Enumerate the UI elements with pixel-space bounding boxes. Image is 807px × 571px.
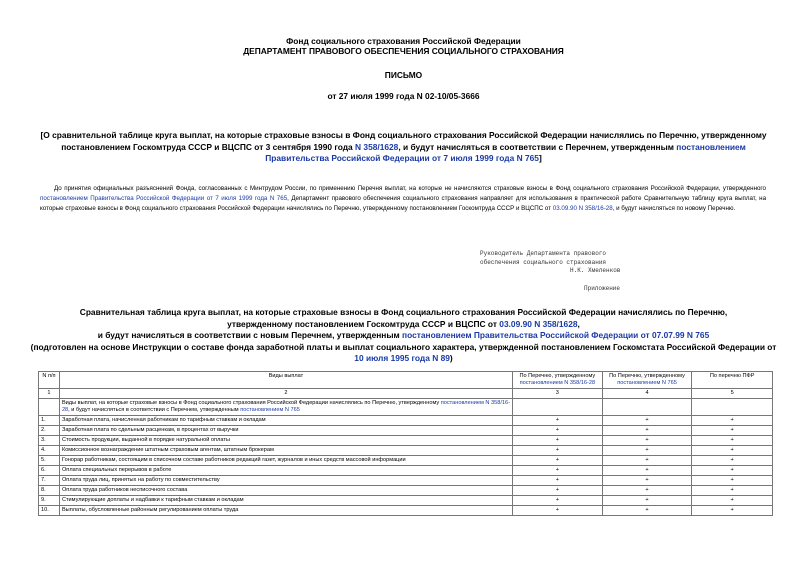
intro-c5 bbox=[692, 399, 773, 416]
signature-name: Н.К. Хмеленков bbox=[570, 267, 621, 275]
signature-line-2: обеспечения социального страхования bbox=[480, 258, 607, 266]
table-row bbox=[39, 506, 773, 516]
table-row bbox=[39, 466, 773, 476]
table-title-text-4b: ) bbox=[449, 353, 453, 364]
row-list-765: + bbox=[602, 506, 692, 516]
appendix-label: Приложение bbox=[584, 285, 621, 292]
department-name: ДЕПАРТАМЕНТ ПРАВОВОГО ОБЕСПЕЧЕНИЯ СОЦИАЛЬНОГО СТРАХОВАНИЯ bbox=[243, 46, 564, 56]
row-pfr: + bbox=[692, 426, 773, 436]
row-list-765: + bbox=[602, 466, 692, 476]
row-list-358: + bbox=[512, 416, 602, 426]
row-list-765: + bbox=[602, 456, 692, 466]
document-type: ПИСЬМО bbox=[384, 70, 423, 80]
row-pfr: + bbox=[692, 436, 773, 446]
row-num: 2. bbox=[39, 426, 60, 436]
row-list-765: + bbox=[602, 416, 692, 426]
row-pfr: + bbox=[692, 466, 773, 476]
row-num: 5. bbox=[39, 456, 60, 466]
table-title-text-2a: утвержденному постановлением Госкомтруда СССР и ВЦСПС от bbox=[227, 318, 500, 329]
table-row bbox=[39, 426, 773, 436]
intro-link-765[interactable]: постановлением N 765 bbox=[240, 407, 300, 413]
colnum-2: 2 bbox=[59, 389, 512, 399]
header-list-358 bbox=[512, 372, 602, 389]
header-pfr: По перечню ПФР bbox=[692, 372, 773, 389]
row-list-765: + bbox=[602, 486, 692, 496]
intro-c4 bbox=[602, 399, 692, 416]
row-pfr: + bbox=[692, 476, 773, 486]
row-pfr: + bbox=[692, 496, 773, 506]
row-pfr: + bbox=[692, 416, 773, 426]
intro-num-cell bbox=[39, 399, 60, 416]
table-title-line-3 bbox=[30, 330, 777, 342]
row-num: 1. bbox=[39, 416, 60, 426]
header-list-765 bbox=[602, 372, 692, 389]
row-list-358: + bbox=[512, 506, 602, 516]
row-list-358: + bbox=[512, 496, 602, 506]
table-title-line-1: Сравнительная таблица круга выплат, на которые страховые взносы в Фонд социального страхования Российской Федерации начислялись по Перечню, bbox=[79, 307, 728, 317]
row-num: 3. bbox=[39, 436, 60, 446]
row-list-765: + bbox=[602, 496, 692, 506]
row-pfr: + bbox=[692, 446, 773, 456]
letter-body bbox=[40, 184, 766, 215]
title-text-1: [О сравнительной таблице круга выплат, на которые страховые взносы в Фонд социального страхования Российской Федерации начислялись по Перечню, утвержденному постановлением Госкомтруда СССР и ВЦСПС от 3 сентября 1990 года bbox=[40, 130, 767, 152]
row-text: Гонорар работникам, состоящим в списочном составе работников редакций газет, журналов и иных средств массовой информации bbox=[59, 456, 512, 466]
colnum-5: 5 bbox=[692, 389, 773, 399]
intro-text-b: , и будут начисляться в соответствии с Перечнем, утвержденным bbox=[68, 407, 241, 413]
row-list-358: + bbox=[512, 456, 602, 466]
row-list-358: + bbox=[512, 426, 602, 436]
row-pfr: + bbox=[692, 456, 773, 466]
row-list-765: + bbox=[602, 426, 692, 436]
table-row bbox=[39, 446, 773, 456]
org-name: Фонд социального страхования Российской Федерации bbox=[286, 36, 521, 46]
signature-line-1: Руководитель Департамента правового bbox=[480, 250, 607, 257]
row-text: Стимулирующие доплаты и надбавки к тарифным ставкам и окладам bbox=[59, 496, 512, 506]
table-title-text-4a: (подготовлен на основе Инструкции о составе фонда заработной платы и выплат социального характера, утвержденной постановлением Госкомстата Российской Федерации от bbox=[30, 341, 777, 352]
table-row bbox=[39, 486, 773, 496]
table-row bbox=[39, 456, 773, 466]
signature-block bbox=[480, 250, 620, 276]
body-text-3: , и будут начисляться по новому Перечню. bbox=[612, 205, 736, 213]
letter-title bbox=[30, 130, 777, 165]
row-text: Заработная плата по сдельным расценкам, в процентах от выручки bbox=[59, 426, 512, 436]
header-list-765-text: По Перечню, утвержденному bbox=[609, 373, 685, 379]
intro-text-cell bbox=[59, 399, 512, 416]
table-row bbox=[39, 476, 773, 486]
intro-link-358[interactable]: постановлением N 358/16-28 bbox=[61, 400, 510, 413]
table-title-link-goskomstat-89[interactable]: 10 июля 1995 года N 89 bbox=[354, 353, 450, 364]
table-title-link-order-358[interactable]: 03.09.90 N 358/1628 bbox=[499, 318, 578, 329]
row-text: Комиссионное вознаграждение штатным страховым агентам, штатным брокерам bbox=[59, 446, 512, 456]
row-list-358: + bbox=[512, 446, 602, 456]
comparison-table bbox=[38, 371, 773, 516]
body-text-1: До принятия официальных разъяснений Фонда, согласованных с Минтрудом России, по применению Перечня выплат, на которые не начисляются страховые взносы в Фонд социального страхования Российской Федерации, утвержденного bbox=[54, 185, 766, 192]
row-text: Заработная плата, начисленная работникам по тарифным ставкам и окладам bbox=[59, 416, 512, 426]
header-payment-type: Виды выплат bbox=[59, 372, 512, 389]
table-row bbox=[39, 436, 773, 446]
table-title-line-4 bbox=[30, 342, 777, 365]
row-num: 7. bbox=[39, 476, 60, 486]
intro-c3 bbox=[512, 399, 602, 416]
table-row bbox=[39, 496, 773, 506]
row-text: Стоимость продукции, выданной в порядке натуральной оплаты bbox=[59, 436, 512, 446]
row-list-765: + bbox=[602, 446, 692, 456]
row-num: 10. bbox=[39, 506, 60, 516]
body-text-2: , Департамент правового обеспечения социального страхования направляет для использования в практической работе Сравнительную таблицу круга выплат, на которые страховые взносы в Фонд социального страхования Российской Федерации начислялись по Перечню, утвержденному постановлением Госкомтруда СССР и ВЦСПС от bbox=[40, 195, 767, 213]
row-list-358: + bbox=[512, 476, 602, 486]
header-link-358[interactable]: постановлением N 358/16-28 bbox=[519, 380, 596, 386]
row-list-358: + bbox=[512, 436, 602, 446]
row-num: 6. bbox=[39, 466, 60, 476]
title-text-3: ] bbox=[538, 153, 542, 164]
row-list-358: + bbox=[512, 466, 602, 476]
table-intro-row bbox=[39, 399, 773, 416]
table-title-link-resolution-765[interactable]: постановлением Правительства Российской Федерации от 07.07.99 N 765 bbox=[402, 330, 710, 341]
table-title bbox=[30, 307, 777, 365]
row-list-358: + bbox=[512, 486, 602, 496]
body-link-order-358[interactable]: 03.09.90 N 358/16-28 bbox=[552, 205, 613, 213]
row-text: Оплата труда лиц, принятых на работу по совместительству bbox=[59, 476, 512, 486]
title-link-order-358[interactable]: N 358/1628 bbox=[355, 141, 399, 152]
header-link-765[interactable]: постановлением N 765 bbox=[617, 380, 677, 386]
table-row bbox=[39, 416, 773, 426]
intro-text-a: Виды выплат, на которые страховые взносы в Фонд социального страхования Российской Федерации начислялись по Перечню, утвержденному bbox=[61, 400, 441, 406]
row-pfr: + bbox=[692, 506, 773, 516]
row-num: 8. bbox=[39, 486, 60, 496]
row-num: 9. bbox=[39, 496, 60, 506]
document-date: от 27 июля 1999 года N 02-10/05-3666 bbox=[327, 91, 480, 101]
row-num: 4. bbox=[39, 446, 60, 456]
header-list-358-text: По Перечню, утвержденному bbox=[519, 373, 596, 379]
table-title-text-2b: , bbox=[577, 318, 580, 329]
title-link-resolution-765[interactable]: постановлением Правительства Российской Федерации от 7 июля 1999 года N 765 bbox=[265, 141, 746, 164]
title-text-2: , и будут начисляться в соответствии с Перечнем, утвержденным bbox=[398, 141, 677, 152]
row-pfr: + bbox=[692, 486, 773, 496]
row-list-765: + bbox=[602, 436, 692, 446]
table-title-line-2 bbox=[30, 319, 777, 331]
table-title-text-3a: и будут начисляться в соответствии с новым Перечнем, утвержденным bbox=[97, 330, 403, 341]
body-link-resolution-765[interactable]: постановлением Правительства Российской Федерации от 7 июля 1999 года N 765 bbox=[40, 195, 288, 203]
row-list-765: + bbox=[602, 476, 692, 486]
colnum-3: 3 bbox=[512, 389, 602, 399]
colnum-1: 1 bbox=[39, 389, 60, 399]
header-num: N п/п bbox=[39, 372, 60, 389]
colnum-4: 4 bbox=[602, 389, 692, 399]
row-text: Оплата труда работников несписочного состава bbox=[59, 486, 512, 496]
row-text: Оплата специальных перерывов в работе bbox=[59, 466, 512, 476]
row-text: Выплаты, обусловленные районным регулированием оплаты труда bbox=[59, 506, 512, 516]
